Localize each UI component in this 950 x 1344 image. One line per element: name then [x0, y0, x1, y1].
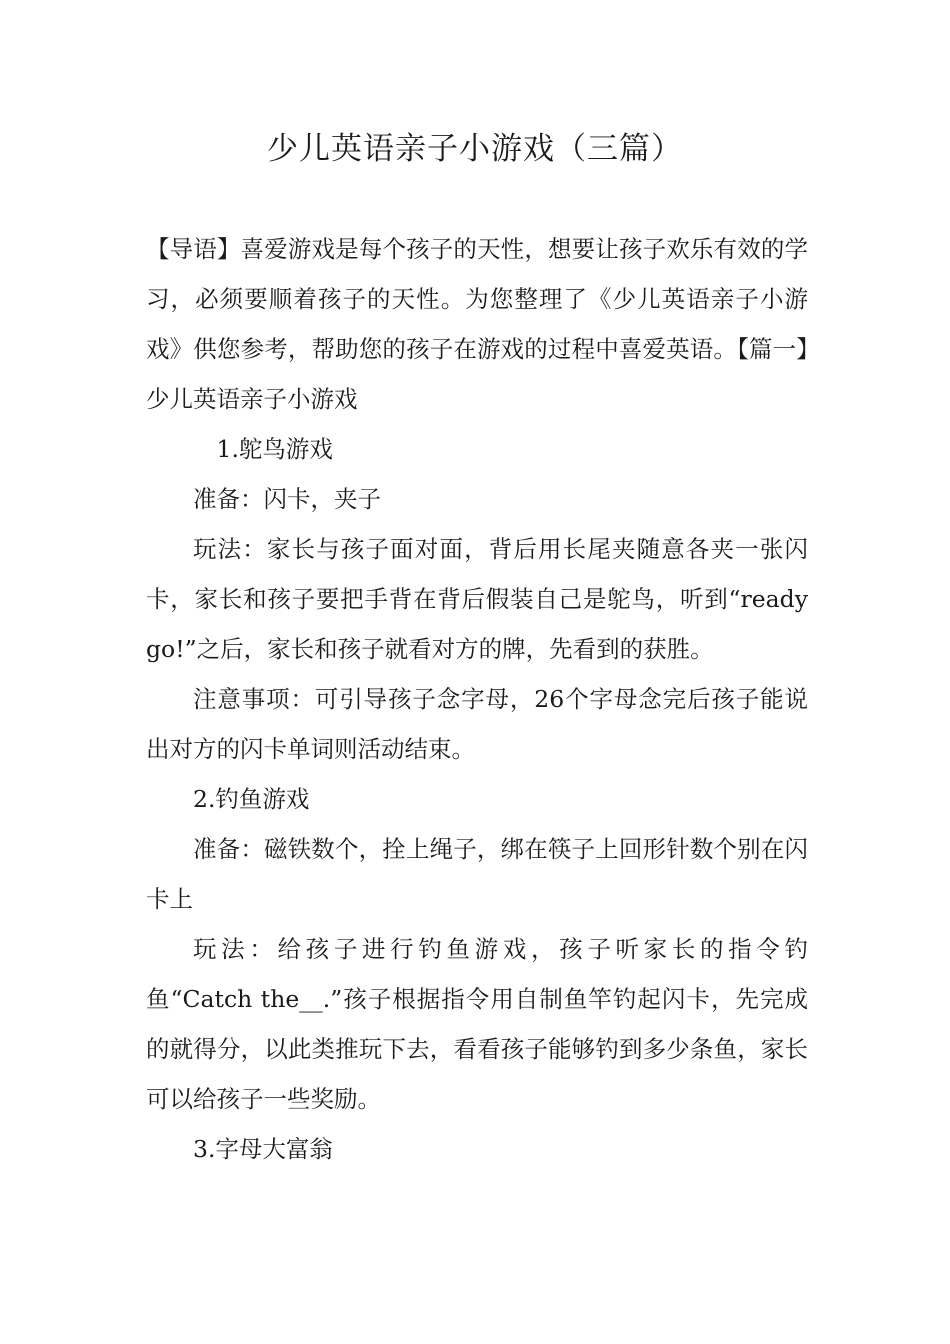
fishing-preparation: 准备：磁铁数个，拴上绳子，绑在筷子上回形针数个别在闪卡上: [146, 835, 808, 913]
section-heading-ostrich: 1.鸵鸟游戏: [216, 435, 333, 463]
document-body: [146, 224, 808, 1174]
section-heading-monopoly: 3.字母大富翁: [193, 1135, 333, 1163]
ostrich-preparation: 准备：闪卡，夹子: [193, 485, 381, 513]
ostrich-notes: 注意事项：可引导孩子念字母，26个字母念完后孩子能说出对方的闪卡单词则活动结束。: [146, 685, 808, 763]
intro-paragraph: 【导语】喜爱游戏是每个孩子的天性，想要让孩子欢乐有效的学习，必须要顺着孩子的天性。为您整理了《少儿英语亲子小游戏》供您参考，帮助您的孩子在游戏的过程中喜爱英语。【篇一】少儿英语亲子小游戏: [146, 235, 808, 413]
document-title: 少儿英语亲子小游戏（三篇）: [267, 131, 683, 167]
ostrich-gameplay: 玩法：家长与孩子面对面，背后用长尾夹随意各夹一张闪卡，家长和孩子要把手背在背后假装自己是鸵鸟，听到“ready go!”之后，家长和孩子就看对方的牌，先看到的获胜。: [146, 535, 808, 663]
section-heading-fishing: 2.钓鱼游戏: [193, 785, 310, 813]
fishing-gameplay: 玩法：给孩子进行钓鱼游戏，孩子听家长的指令钓鱼“Catch the__.”孩子根据指令用自制鱼竿钓起闪卡，先完成的就得分，以此类推玩下去，看看孩子能够钓到多少条鱼，家长可以给孩子一些奖励。: [146, 935, 808, 1113]
